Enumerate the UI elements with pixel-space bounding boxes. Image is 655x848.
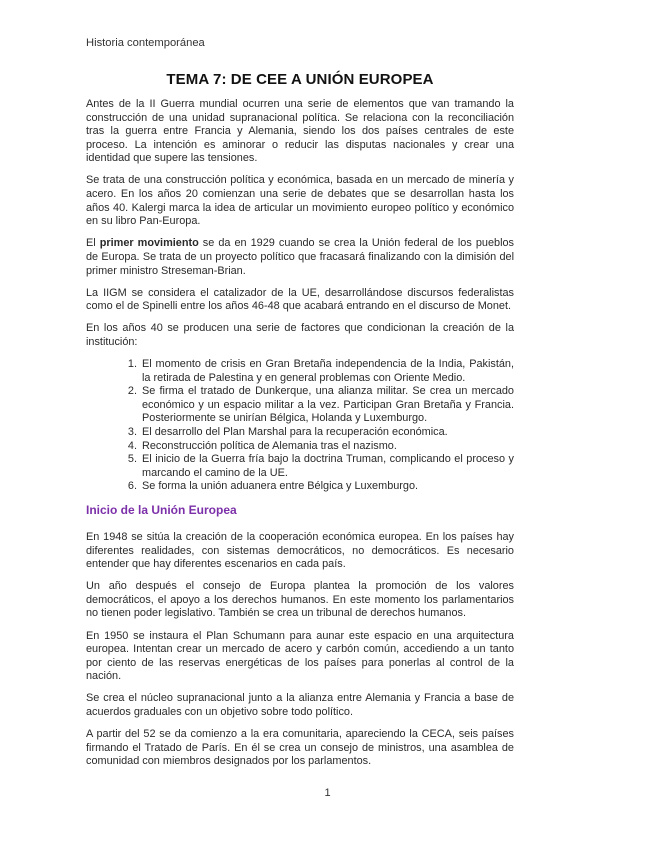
paragraph: Se trata de una construcción política y económica, basada en un mercado de minería y acero. En los años 20 comienzan una serie de debates que se desarrollan hasta los años 40. Kalergi marca la idea de articular un movimiento europeo político y económico en su libro Pan-Europa. xyxy=(86,174,514,228)
list-item: 1. El momento de crisis en Gran Bretaña independencia de la India, Pakistán, la retirada de Palestina y en general problemas con Oriente Medio. xyxy=(140,358,514,385)
list-item: 4. Reconstrucción política de Alemania tras el nazismo. xyxy=(140,440,514,454)
text-run: El xyxy=(86,237,100,250)
list-item: 5. El inicio de la Guerra fría bajo la doctrina Truman, complicando el proceso y marcando el camino de la UE. xyxy=(140,453,514,480)
list-item: 2. Se firma el tratado de Dunkerque, una alianza militar. Se crea un mercado económico y un espacio militar a la vez. Participan Gran Bretaña y Francia. Posteriormente se unirían Bélgica, Holanda y Luxemburgo. xyxy=(140,385,514,426)
paragraph: Un año después el consejo de Europa plantea la promoción de los valores democráticos, el apoyo a los derechos humanos. En este momento los parlamentarios no tienen poder legislativo. También se crea un tribunal de derechos humanos. xyxy=(86,580,514,620)
running-header: Historia contemporánea xyxy=(86,37,205,49)
document-title: TEMA 7: DE CEE A UNIÓN EUROPEA xyxy=(166,71,434,88)
list-item: 3. El desarrollo del Plan Marshal para la recuperación económica. xyxy=(140,426,514,440)
bold-term: primer movimiento xyxy=(99,237,199,250)
paragraph: En 1950 se instaura el Plan Schumann para aunar este espacio en una arquitectura europea. Intentan crear un mercado de acero y carbón común, accediendo a un tanto por ciento de las reservas energéticas de los países para ponerlas al control de la nación. xyxy=(86,629,514,683)
paragraph: Se crea el núcleo supranacional junto a la alianza entre Alemania y Francia a base de acuerdos graduales con un objetivo sobre todo político. xyxy=(86,692,514,718)
paragraph: A partir del 52 se da comienzo a la era comunitaria, apareciendo la CECA, seis países firmando el Tratado de París. En él se crea un consejo de ministros, una asamblea de comunidad con miembros designados por los parlamentos. xyxy=(86,728,514,768)
document-body xyxy=(86,71,514,777)
paragraph: En los años 40 se producen una serie de factores que condicionan la creación de la institución: xyxy=(86,322,514,348)
text-run: se da en 1929 cuando se crea la Unión federal de los pueblos de Europa. Se trata de un proyecto político que fracasará finalizando con la dimisión del primer ministro Streseman-Brian. xyxy=(86,237,514,277)
factors-list xyxy=(86,358,514,494)
section-heading: Inicio de la Unión Europea xyxy=(86,502,237,517)
paragraph: En 1948 se sitúa la creación de la cooperación económica europea. En los países hay diferentes realidades, con sistemas democráticos, no democráticos. Es necesario entender que hay diferentes escenarios en cada país. xyxy=(86,530,514,571)
page-number: 1 xyxy=(324,787,331,799)
list-item: 6. Se forma la unión aduanera entre Bélgica y Luxemburgo. xyxy=(140,480,514,494)
paragraph: Antes de la II Guerra mundial ocurren una serie de elementos que van tramando la construcción de una unidad supranacional política. Se relaciona con la reconciliación tras la guerra entre Francia y Alemania, siendo los dos países centrales de este proceso. La intención es aminorar o reducir las disputas nacionales y crear una identidad que supere las tensiones. xyxy=(86,98,514,165)
paragraph-first-movement xyxy=(86,237,514,278)
paragraph: La IIGM se considera el catalizador de la UE, desarrollándose discursos federalistas como el de Spinelli entre los años 46-48 que acabará entrando en el discurso de Monet. xyxy=(86,286,514,313)
